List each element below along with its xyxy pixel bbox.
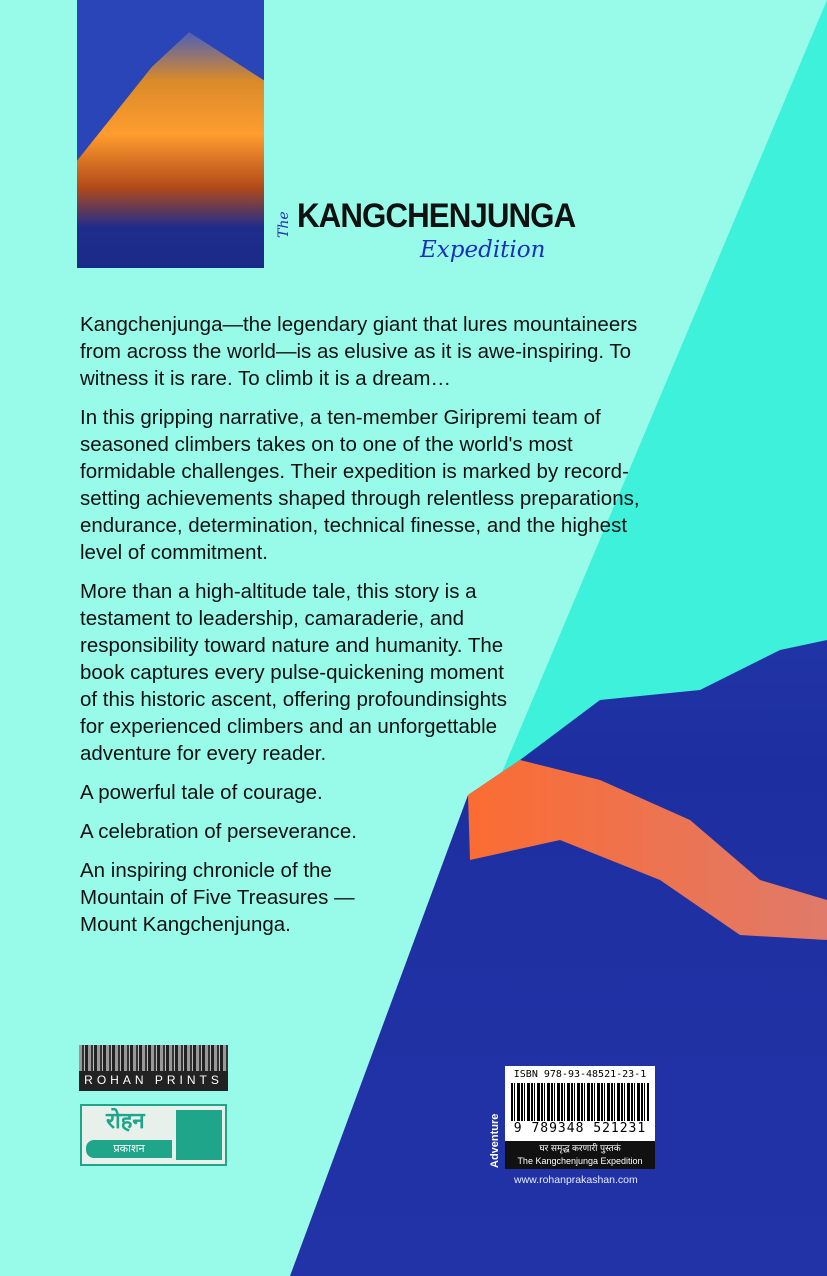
isbn-barcode bbox=[505, 1066, 655, 1169]
title-sub: Expedition bbox=[420, 237, 546, 263]
blurb-paragraph: An inspiring chronicle of the Mountain of Five Treasures — Mount Kangchenjunga. bbox=[80, 859, 355, 936]
blurb bbox=[80, 311, 680, 950]
blurb-paragraph: Kangchenjunga—the legendary giant that lures mountaineers from across the world—is as elusive as it is awe-inspiring. To witness it is rare. To climb it is a dream… bbox=[80, 313, 638, 390]
book-icon bbox=[176, 1110, 222, 1160]
prakashan-text: प्रकाशन bbox=[86, 1140, 172, 1158]
barcode bbox=[511, 1083, 649, 1121]
blurb-paragraph: A powerful tale of courage. bbox=[80, 781, 323, 804]
blurb-paragraph: In this gripping narrative, a ten-member Giripremi team of seasoned climbers takes on to one of the world's most formidable challenges. Their expedition is marked by record-setting achievements shaped through relentless preparations, endurance, determination, technical finesse, and the highest level of commitment. bbox=[80, 406, 640, 564]
title-the: The bbox=[276, 211, 292, 238]
isbn-label: ISBN 978-93-48521-23-1 bbox=[513, 1069, 647, 1080]
rohan-prakashan-logo bbox=[80, 1104, 227, 1166]
rohan-prints-text: ROHAN PRINTS bbox=[84, 1073, 223, 1087]
kangchenjunga-photo bbox=[77, 0, 264, 268]
rohan-text: रोहन bbox=[106, 1108, 145, 1133]
rohan-prints-logo bbox=[79, 1045, 228, 1091]
logo-bars bbox=[79, 1045, 228, 1071]
barcode-digits: 9 789348 521231 bbox=[513, 1121, 647, 1136]
blurb-paragraph: More than a high-altitude tale, this story is a testament to leadership, camaraderie, and responsibility toward nature and humanity. The book captures every pulse-quickening moment of this historic ascent, offering profoundinsights for experienced climbers and an unforgettable adventure for every reader. bbox=[80, 580, 507, 765]
website-link: www.rohanprakashan.com bbox=[514, 1174, 638, 1186]
blurb-paragraph: A celebration of perseverance. bbox=[80, 820, 357, 843]
peak-shading bbox=[77, 0, 264, 268]
tagline: घर समृद्ध करणारी पुस्तकं bbox=[539, 1143, 621, 1153]
barcode-book-title: The Kangchenjunga Expedition bbox=[517, 1156, 643, 1166]
category-label: Adventure bbox=[489, 1113, 501, 1168]
title-main: KANGCHENJUNGA bbox=[297, 197, 576, 235]
isbn-footer bbox=[505, 1141, 655, 1169]
